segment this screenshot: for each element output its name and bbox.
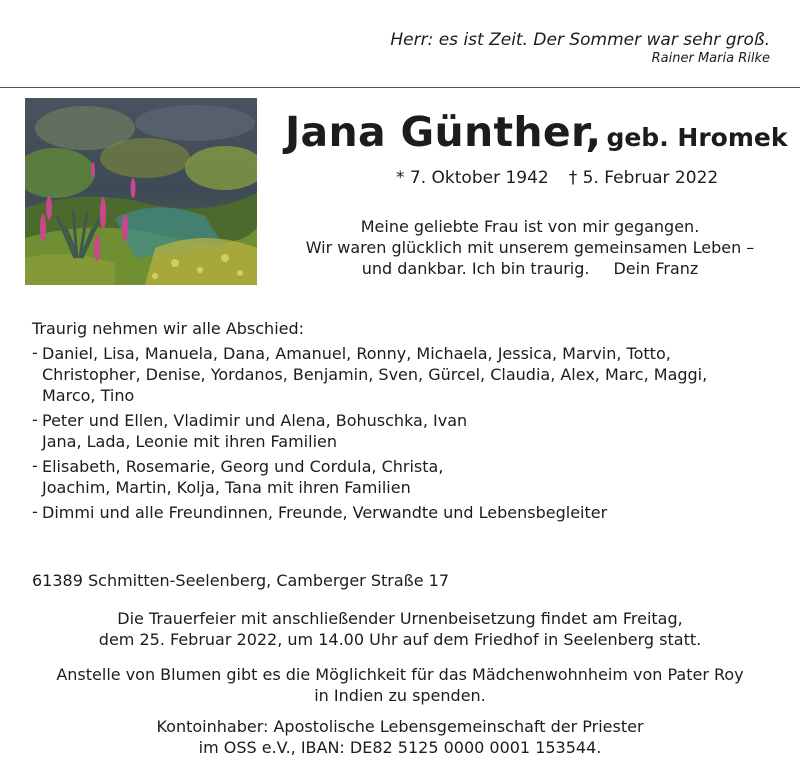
mourner-line: Dimmi und alle Freundinnen, Freunde, Verwandte und Lebensbegleiter bbox=[42, 503, 608, 522]
ceremony-line: Die Trauerfeier mit anschließender Urnenbeisetzung findet am Freitag, bbox=[117, 609, 683, 628]
mourner-group bbox=[32, 502, 782, 523]
mourner-group bbox=[32, 343, 782, 406]
deceased-name bbox=[285, 108, 787, 156]
maiden-name: geb. Hromek bbox=[606, 123, 788, 152]
message-line: Meine geliebte Frau ist von mir gegangen. bbox=[360, 217, 700, 236]
personal-message bbox=[280, 216, 780, 279]
account-info bbox=[0, 716, 800, 758]
mourner-line: Joachim, Martin, Kolja, Tana mit ihren Familien bbox=[42, 478, 411, 497]
account-line: Kontoinhaber: Apostolische Lebensgemeinschaft der Priester bbox=[156, 717, 644, 736]
mourners-section bbox=[32, 318, 782, 527]
epigraph-text: Herr: es ist Zeit. Der Sommer war sehr groß. bbox=[390, 30, 770, 50]
birth-date: * 7. Oktober 1942 bbox=[396, 168, 549, 188]
address: 61389 Schmitten-Seelenberg, Camberger Straße 17 bbox=[32, 571, 450, 590]
divider bbox=[0, 87, 800, 88]
account-line: im OSS e.V., IBAN: DE82 5125 0000 0001 153544. bbox=[198, 738, 602, 757]
mourner-line: Daniel, Lisa, Manuela, Dana, Amanuel, Ronny, Michaela, Jessica, Marvin, Totto, bbox=[42, 344, 671, 363]
death-date: † 5. Februar 2022 bbox=[568, 168, 719, 188]
donation-info bbox=[0, 664, 800, 706]
signature: Dein Franz bbox=[613, 259, 699, 278]
ceremony-line: dem 25. Februar 2022, um 14.00 Uhr auf dem Friedhof in Seelenberg statt. bbox=[98, 630, 702, 649]
message-line: und dankbar. Ich bin traurig. bbox=[361, 259, 590, 278]
mourner-line: Marco, Tino bbox=[42, 386, 135, 405]
list-dash: - bbox=[32, 410, 38, 429]
mourner-group bbox=[32, 456, 782, 498]
epigraph-author: Rainer Maria Rilke bbox=[651, 51, 770, 66]
list-dash: - bbox=[32, 343, 38, 362]
mourner-line: Jana, Lada, Leonie mit ihren Familien bbox=[42, 432, 337, 451]
life-dates bbox=[396, 168, 718, 188]
list-dash: - bbox=[32, 502, 38, 521]
mourner-line: Elisabeth, Rosemarie, Georg und Cordula, Christa, bbox=[42, 457, 444, 476]
mourner-line: Christopher, Denise, Yordanos, Benjamin, Sven, Gürcel, Claudia, Alex, Marc, Maggi, bbox=[42, 365, 708, 384]
message-line: Wir waren glücklich mit unserem gemeinsamen Leben – bbox=[305, 238, 755, 257]
ceremony-info bbox=[0, 608, 800, 650]
mourners-intro: Traurig nehmen wir alle Abschied: bbox=[32, 319, 305, 338]
epigraph bbox=[390, 30, 770, 68]
donation-line: in Indien zu spenden. bbox=[314, 686, 486, 705]
donation-line: Anstelle von Blumen gibt es die Möglichkeit für das Mädchenwohnheim von Pater Roy bbox=[56, 665, 744, 684]
garden-painting bbox=[25, 98, 257, 285]
mourner-group bbox=[32, 410, 782, 452]
mourner-line: Peter und Ellen, Vladimir und Alena, Bohuschka, Ivan bbox=[42, 411, 468, 430]
full-name: Jana Günther, bbox=[285, 108, 602, 156]
list-dash: - bbox=[32, 456, 38, 475]
